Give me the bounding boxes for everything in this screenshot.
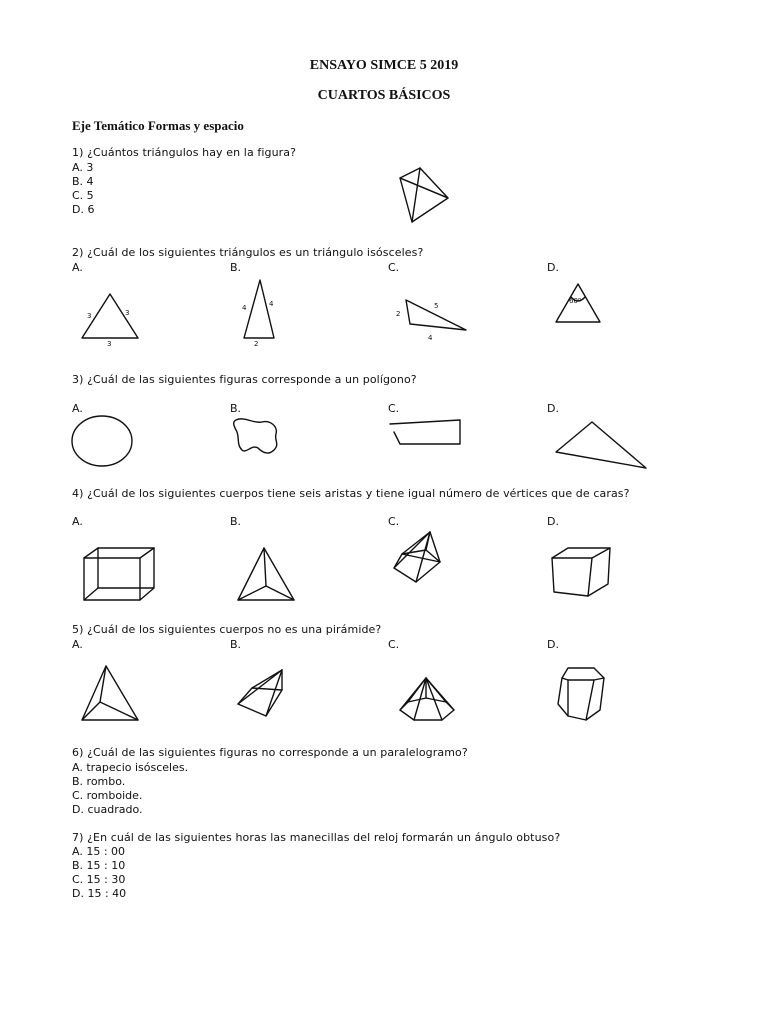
q6-option-d: D. cuadrado.	[72, 803, 143, 816]
q6-option-c: C. romboide.	[72, 789, 143, 802]
q4-letter-d: D.	[547, 515, 559, 528]
q5-triangular-pyramid	[78, 662, 142, 724]
exam-title: ENSAYO SIMCE 5 2019	[309, 58, 459, 73]
q4-letter-b: B.	[230, 515, 242, 528]
q5-square-pyramid	[234, 664, 294, 720]
q2-a-side-left: 3	[87, 312, 92, 320]
q5-frustum	[554, 664, 614, 724]
question-6-text: 6) ¿Cuál de las siguientes figuras no corresponde a un paralelogramo?	[72, 746, 468, 759]
q5-letter-d: D.	[547, 638, 559, 651]
q7-option-d: D. 15 : 40	[72, 887, 127, 900]
question-2-text: 2) ¿Cuál de los siguientes triángulos es un triángulo isósceles?	[72, 246, 424, 259]
q2-b-side-right: 4	[269, 300, 274, 308]
question-3-text: 3) ¿Cuál de las siguientes figuras corresponde a un polígono?	[72, 373, 417, 386]
q4-letter-a: A.	[72, 515, 83, 528]
q2-letter-a: A.	[72, 261, 83, 274]
q2-d-angle: 60º	[569, 297, 582, 305]
question-7-text: 7) ¿En cuál de las siguientes horas las manecillas del reloj formarán un ángulo obtuso?	[72, 831, 561, 844]
q2-triangle-b	[238, 276, 288, 348]
question-5-text: 5) ¿Cuál de los siguientes cuerpos no es una pirámide?	[72, 623, 382, 636]
q5-letter-b: B.	[230, 638, 242, 651]
q6-option-b: B. rombo.	[72, 775, 126, 788]
q3-circle	[70, 414, 136, 468]
q5-letter-a: A.	[72, 638, 83, 651]
q3-letter-d: D.	[547, 402, 559, 415]
q1-triangles-figure	[390, 160, 460, 230]
q5-hexagonal-pyramid	[396, 672, 460, 726]
q2-letter-d: D.	[547, 261, 559, 274]
q3-open-triangle	[552, 418, 652, 472]
q1-option-a: A. 3	[72, 161, 94, 174]
q2-c-side-left: 2	[396, 310, 401, 318]
q1-option-d: D. 6	[72, 203, 95, 216]
q2-triangle-c	[394, 296, 474, 346]
q2-letter-c: C.	[388, 261, 400, 274]
q2-triangle-d	[552, 280, 608, 328]
q2-b-side-left: 4	[242, 304, 247, 312]
q4-prism	[548, 544, 614, 600]
q1-option-c: C. 5	[72, 189, 94, 202]
q4-cube	[80, 544, 160, 604]
q2-c-side-top: 5	[434, 302, 439, 310]
q3-irregular-shape	[230, 414, 290, 458]
q1-option-b: B. 4	[72, 175, 94, 188]
exam-subtitle: CUARTOS BÁSICOS	[317, 88, 451, 103]
q2-c-side-bottom: 4	[428, 334, 433, 342]
q3-letter-c: C.	[388, 402, 400, 415]
q4-pyramid	[390, 528, 450, 586]
q3-polygon	[386, 416, 466, 450]
question-4-text: 4) ¿Cuál de los siguientes cuerpos tiene seis aristas y tiene igual número de vértices que de caras?	[72, 487, 630, 500]
q2-triangle-a	[78, 290, 148, 350]
q5-letter-c: C.	[388, 638, 400, 651]
question-1-text: 1) ¿Cuántos triángulos hay en la figura?	[72, 146, 297, 159]
q7-option-a: A. 15 : 00	[72, 845, 126, 858]
q2-a-side-right: 3	[125, 309, 130, 317]
q3-letter-a: A.	[72, 402, 83, 415]
q7-option-c: C. 15 : 30	[72, 873, 126, 886]
q4-letter-c: C.	[388, 515, 400, 528]
q3-letter-b: B.	[230, 402, 242, 415]
q2-a-side-bottom: 3	[107, 340, 112, 348]
q2-letter-b: B.	[230, 261, 242, 274]
q6-option-a: A. trapecio isósceles.	[72, 761, 189, 774]
section-heading: Eje Temático Formas y espacio	[72, 118, 244, 133]
q2-b-side-bottom: 2	[254, 340, 259, 348]
q7-option-b: B. 15 : 10	[72, 859, 126, 872]
q4-tetrahedron	[234, 544, 298, 604]
